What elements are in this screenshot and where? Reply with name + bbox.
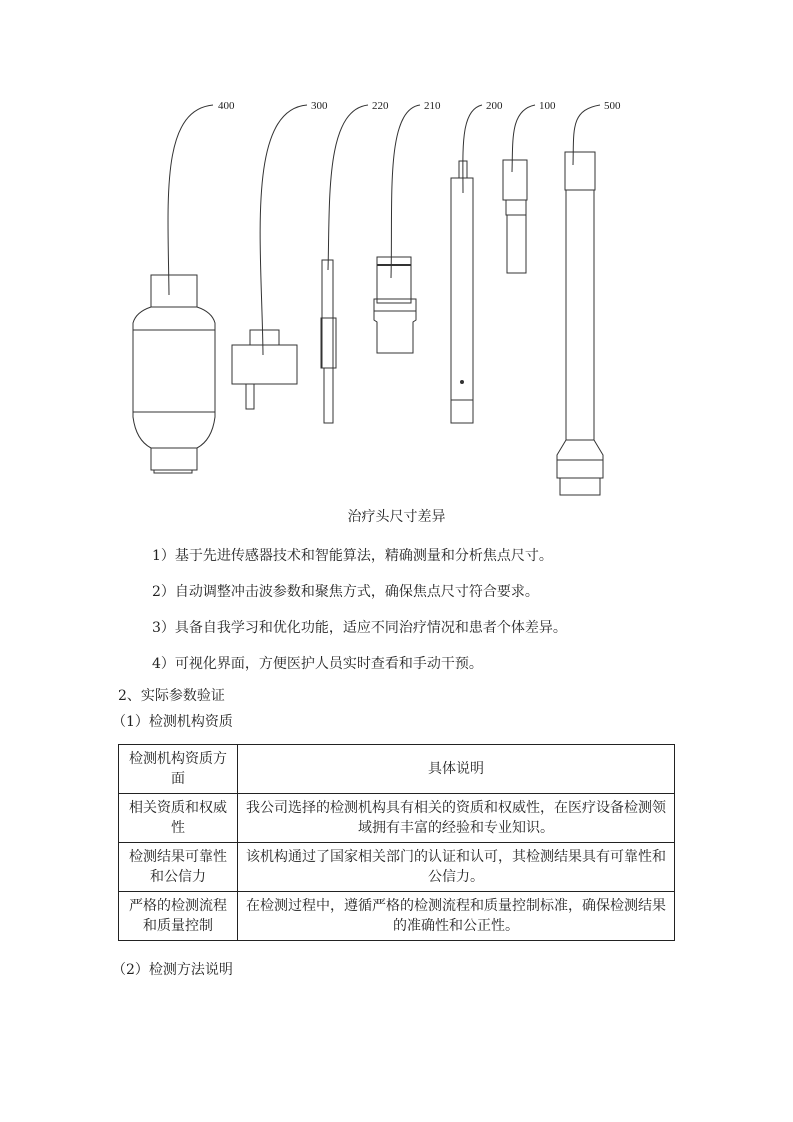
label-300: 300 bbox=[311, 100, 328, 112]
part-210 bbox=[374, 105, 420, 353]
part-220 bbox=[321, 105, 368, 423]
section-heading: 2、实际参数验证 bbox=[118, 688, 225, 704]
treatment-head-figure bbox=[0, 0, 793, 505]
label-400: 400 bbox=[218, 100, 235, 112]
table-cell: 严格的检测流程和质量控制 bbox=[119, 892, 238, 941]
table-cell: 检测结果可靠性和公信力 bbox=[119, 843, 238, 892]
table-cell: 相关资质和权威性 bbox=[119, 794, 238, 843]
list-item: 2）自动调整冲击波参数和聚焦方式，确保焦点尺寸符合要求。 bbox=[152, 584, 539, 600]
table-header: 具体说明 bbox=[238, 745, 675, 794]
part-400 bbox=[133, 105, 215, 473]
table-cell: 该机构通过了国家相关部门的认证和认可，其检测结果具有可靠性和公信力。 bbox=[238, 843, 675, 892]
subsection-heading: （2）检测方法说明 bbox=[112, 962, 233, 978]
table-cell: 我公司选择的检测机构具有相关的资质和权威性，在医疗设备检测领域拥有丰富的经验和专业知识。 bbox=[238, 794, 675, 843]
list-item: 4）可视化界面，方便医护人员实时查看和手动干预。 bbox=[152, 656, 483, 672]
subsection-heading: （1）检测机构资质 bbox=[112, 714, 233, 730]
table-row bbox=[119, 794, 675, 843]
table-cell: 在检测过程中，遵循严格的检测流程和质量控制标准，确保检测结果的准确性和公正性。 bbox=[238, 892, 675, 941]
figure-caption: 治疗头尺寸差异 bbox=[347, 509, 446, 525]
part-300 bbox=[232, 105, 307, 409]
label-210: 210 bbox=[424, 100, 441, 112]
part-500 bbox=[557, 105, 603, 495]
label-220: 220 bbox=[372, 100, 389, 112]
table-row bbox=[119, 843, 675, 892]
part-200 bbox=[451, 105, 482, 423]
table-header-row bbox=[119, 745, 675, 794]
list-item: 1）基于先进传感器技术和智能算法，精确测量和分析焦点尺寸。 bbox=[152, 548, 553, 564]
label-200: 200 bbox=[486, 100, 503, 112]
table-header: 检测机构资质方面 bbox=[119, 745, 238, 794]
label-100: 100 bbox=[539, 100, 556, 112]
label-500: 500 bbox=[604, 100, 621, 112]
qualification-table bbox=[118, 744, 675, 941]
list-item: 3）具备自我学习和优化功能，适应不同治疗情况和患者个体差异。 bbox=[152, 620, 567, 636]
table-row bbox=[119, 892, 675, 941]
part-100 bbox=[503, 105, 535, 273]
